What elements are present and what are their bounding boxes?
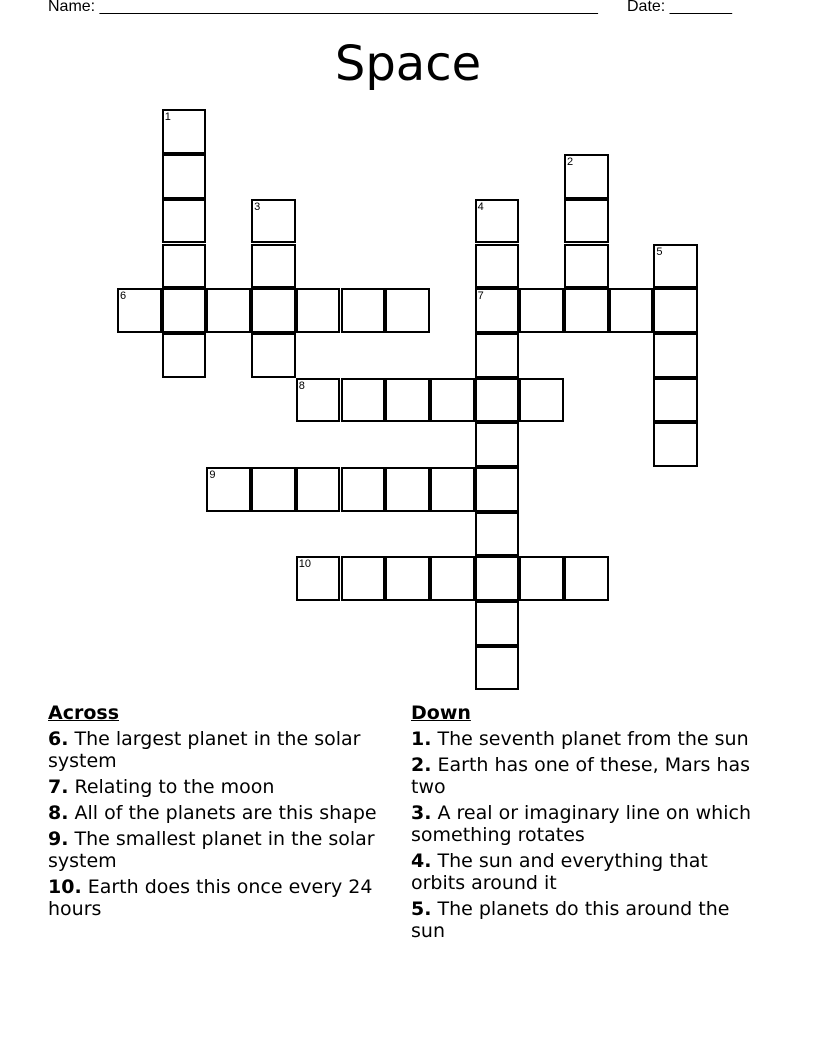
clue-number: 1 <box>164 111 171 124</box>
date-label: Date: <box>627 0 666 15</box>
grid-cell[interactable] <box>519 556 564 601</box>
grid-cell[interactable] <box>162 199 207 244</box>
grid-cell[interactable] <box>564 154 609 199</box>
clue-down-1: 1. The seventh planet from the sun <box>411 728 749 750</box>
grid-cell[interactable] <box>430 556 475 601</box>
grid-cell[interactable] <box>251 333 296 378</box>
grid-cell[interactable] <box>251 467 296 512</box>
clue-number: 8 <box>298 379 305 392</box>
clue-number: 5 <box>656 245 663 258</box>
grid-cell[interactable] <box>564 556 609 601</box>
clue-across-6: 6. The largest planet in the solar system <box>48 728 361 772</box>
grid-cell[interactable] <box>385 556 430 601</box>
grid-cell[interactable] <box>475 467 520 512</box>
grid-cell[interactable] <box>162 333 207 378</box>
clue-number: 10 <box>298 558 312 571</box>
grid-cell[interactable] <box>475 422 520 467</box>
grid-cell[interactable] <box>653 378 698 423</box>
grid-cell[interactable] <box>162 109 207 154</box>
grid-cell[interactable] <box>385 288 430 333</box>
grid-cell[interactable] <box>341 467 386 512</box>
grid-cell[interactable] <box>653 244 698 289</box>
name-label: Name: <box>48 0 96 15</box>
grid-cell[interactable] <box>475 333 520 378</box>
grid-cell[interactable] <box>117 288 162 333</box>
clue-down-3: 3. A real or imaginary line on which something rotates <box>411 802 751 846</box>
grid-cell[interactable] <box>519 288 564 333</box>
clue-number: 4 <box>477 200 484 213</box>
grid-cell[interactable] <box>475 646 520 691</box>
grid-cell[interactable] <box>609 288 654 333</box>
grid-cell[interactable] <box>296 556 341 601</box>
grid-cell[interactable] <box>430 467 475 512</box>
clue-number: 7 <box>477 290 484 303</box>
grid-cell[interactable] <box>475 199 520 244</box>
page-title: Space <box>334 36 482 92</box>
grid-cell[interactable] <box>206 467 251 512</box>
grid-cell[interactable] <box>564 288 609 333</box>
grid-cell[interactable] <box>341 378 386 423</box>
grid-cell[interactable] <box>162 288 207 333</box>
clue-number: 9 <box>209 469 216 481</box>
date-line[interactable]: _______ <box>669 0 732 15</box>
name-field <box>48 0 598 16</box>
clue-across-9: 9. The smallest planet in the solar system <box>48 828 375 872</box>
grid-cell[interactable] <box>475 244 520 289</box>
clue-number: 3 <box>254 200 261 213</box>
clue-down-5: 5. The planets do this around the sun <box>411 898 730 942</box>
grid-cell[interactable] <box>296 378 341 423</box>
grid-cell[interactable] <box>341 556 386 601</box>
grid-cell[interactable] <box>564 199 609 244</box>
down-heading: Down <box>411 702 471 724</box>
clue-number: 6 <box>120 290 127 303</box>
clue-across-7: 7. Relating to the moon <box>48 776 275 798</box>
grid-cell[interactable] <box>206 288 251 333</box>
down-clues <box>411 702 761 946</box>
grid-cell[interactable] <box>385 378 430 423</box>
grid-cell[interactable] <box>475 556 520 601</box>
grid-cell[interactable] <box>475 378 520 423</box>
clue-down-4: 4. The sun and everything that orbits around it <box>411 850 708 894</box>
clue-down-2: 2. Earth has one of these, Mars has two <box>411 754 751 798</box>
grid-cell[interactable] <box>385 467 430 512</box>
grid-cell[interactable] <box>162 244 207 289</box>
grid-cell[interactable] <box>341 288 386 333</box>
grid-cell[interactable] <box>296 467 341 512</box>
across-clues <box>48 702 393 924</box>
grid-cell[interactable] <box>251 244 296 289</box>
grid-cell[interactable] <box>251 288 296 333</box>
clue-across-8: 8. All of the planets are this shape <box>48 802 377 824</box>
date-field <box>627 0 732 16</box>
grid-cell[interactable] <box>475 288 520 333</box>
grid-cell[interactable] <box>653 333 698 378</box>
grid-cell[interactable] <box>475 601 520 646</box>
clue-across-10: 10. Earth does this once every 24 hours <box>48 876 373 920</box>
grid-cell[interactable] <box>564 244 609 289</box>
grid-cell[interactable] <box>251 199 296 244</box>
name-line[interactable]: ________________________________________________________ <box>99 0 598 15</box>
across-heading: Across <box>48 702 120 724</box>
grid-cell[interactable] <box>430 378 475 423</box>
grid-cell[interactable] <box>653 422 698 467</box>
grid-cell[interactable] <box>475 512 520 557</box>
grid-cell[interactable] <box>519 378 564 423</box>
grid-cell[interactable] <box>653 288 698 333</box>
grid-cell[interactable] <box>162 154 207 199</box>
grid-cell[interactable] <box>296 288 341 333</box>
clue-number: 2 <box>567 156 574 169</box>
